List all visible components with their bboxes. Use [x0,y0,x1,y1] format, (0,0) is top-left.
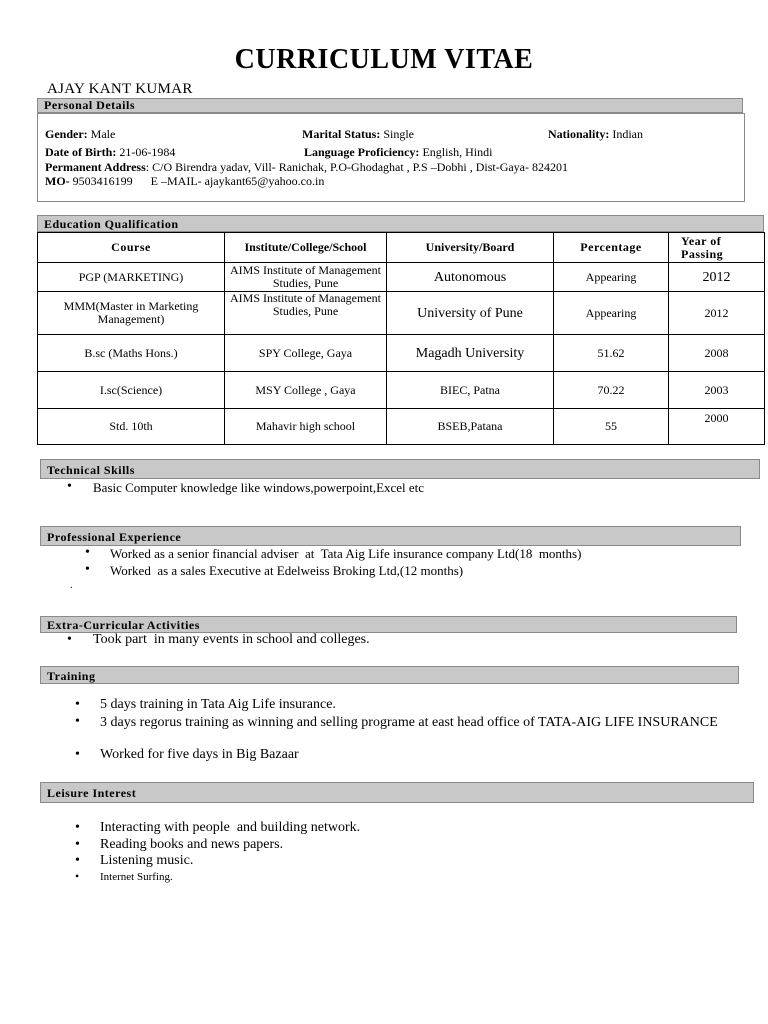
gender-label: Gender: [45,127,88,141]
table-cell: Autonomous [387,263,554,292]
experience-heading-text: Professional Experience [47,530,182,544]
personal-details-heading [37,98,743,113]
list-item: Internet Surfing. [100,871,173,883]
extra-curricular-heading [40,616,737,633]
table-cell: Mahavir high school [225,409,387,445]
table-cell: 2012 [669,263,765,292]
list-item: Reading books and news papers. [100,837,284,852]
list-item: 5 days training in Tata Aig Life insurance. [100,697,336,712]
dob-label: Date of Birth: [45,145,117,159]
table-row [38,263,765,292]
header-year: Year of Passing [669,233,765,263]
address-label: Permanent Address [45,160,146,174]
table-cell: Magadh University [387,335,554,372]
table-cell: Appearing [554,263,669,292]
list-item: Listening music. [100,853,194,868]
table-cell: University of Pune [387,292,554,335]
candidate-name: AJAY KANT KUMAR [47,81,193,97]
table-cell: BIEC, Patna [387,372,554,409]
list-item: Basic Computer knowledge like windows,powerpoint,Excel etc [93,480,425,495]
bullet-icon: • [75,853,80,868]
table-cell: MMM(Master in Marketing Management) [38,292,225,335]
extra-curricular-heading-text: Extra-Curricular Activities [47,618,200,632]
bullet-icon: • [75,820,80,835]
bullet-icon: • [85,545,90,560]
table-cell: 2008 [669,335,765,372]
table-cell: 2003 [669,372,765,409]
gender-field [45,127,115,142]
experience-heading [40,526,741,546]
stray-mark: . [70,580,73,591]
personal-details-heading-text: Personal Details [44,98,135,112]
nationality-field [548,127,643,142]
table-row [38,372,765,409]
marital-status-label: Marital Status: [302,127,381,141]
list-item: Worked for five days in Big Bazaar [100,747,299,762]
education-heading [37,215,764,232]
table-cell: 2012 [669,292,765,335]
education-header-row [38,233,765,263]
language-field [304,145,492,160]
language-label: Language Proficiency: [304,145,420,159]
table-cell: B.sc (Maths Hons.) [38,335,225,372]
table-cell: AIMS Institute of Management Studies, Pune [225,292,387,335]
table-cell: I.sc(Science) [38,372,225,409]
address-value: : C/O Birendra yadav, Vill- Ranichak, P.O-Ghodaghat , P.S –Dobhi , Dist-Gaya- 824201 [145,160,569,174]
table-cell: 55 [554,409,669,445]
table-cell: BSEB,Patana [387,409,554,445]
nationality-value: Indian [612,127,643,141]
bullet-icon: • [75,869,80,883]
dob-field [45,145,175,160]
bullet-icon: • [85,562,90,577]
bullet-icon: • [75,747,80,762]
bullet-icon: • [67,479,72,494]
list-item: 3 days regorus training as winning and selling programe at east head office of TATA-AIG LIFE INSURANCE [100,715,718,730]
table-row [38,292,765,335]
training-heading-text: Training [47,669,96,683]
marital-status-field [302,127,414,142]
technical-skills-heading [40,459,760,479]
table-cell: 2000 [669,409,765,445]
contact-field [45,174,324,189]
list-item: Worked as a senior financial adviser at Tata Aig Life insurance company Ltd(18 months) [110,546,582,561]
table-cell: SPY College, Gaya [225,335,387,372]
table-cell: Appearing [554,292,669,335]
mobile-label: MO- [45,174,70,188]
table-cell: Std. 10th [38,409,225,445]
bullet-icon: • [67,632,72,647]
header-percentage: Percentage [554,233,669,263]
list-item: Took part in many events in school and colleges. [93,632,370,647]
education-table [37,232,765,445]
leisure-heading-text: Leisure Interest [47,786,137,800]
contact-value: 9503416199 E –MAIL- ajaykant65@yahoo.co.in [69,174,325,188]
bullet-icon: • [75,697,80,712]
training-heading [40,666,739,684]
table-row [38,409,765,445]
gender-value: Male [90,127,116,141]
bullet-icon: • [75,714,80,729]
nationality-label: Nationality: [548,127,610,141]
language-value: English, Hindi [422,145,493,159]
list-item: Interacting with people and building network. [100,820,361,835]
education-heading-text: Education Qualification [44,217,179,231]
header-course: Course [38,233,225,263]
cv-title: CURRICULUM VITAE [234,44,534,75]
address-field [45,160,568,175]
marital-status-value: Single [383,127,414,141]
leisure-heading [40,782,754,803]
table-cell: 51.62 [554,335,669,372]
table-cell: MSY College , Gaya [225,372,387,409]
header-university: University/Board [387,233,554,263]
header-institute: Institute/College/School [225,233,387,263]
table-row [38,335,765,372]
list-item: Worked as a sales Executive at Edelweiss Broking Ltd,(12 months) [110,563,464,578]
table-cell: 70.22 [554,372,669,409]
bullet-icon: • [75,837,80,852]
dob-value: 21-06-1984 [119,145,176,159]
technical-skills-heading-text: Technical Skills [47,463,135,477]
table-cell: AIMS Institute of Management Studies, Pune [225,263,387,292]
table-cell: PGP (MARKETING) [38,263,225,292]
